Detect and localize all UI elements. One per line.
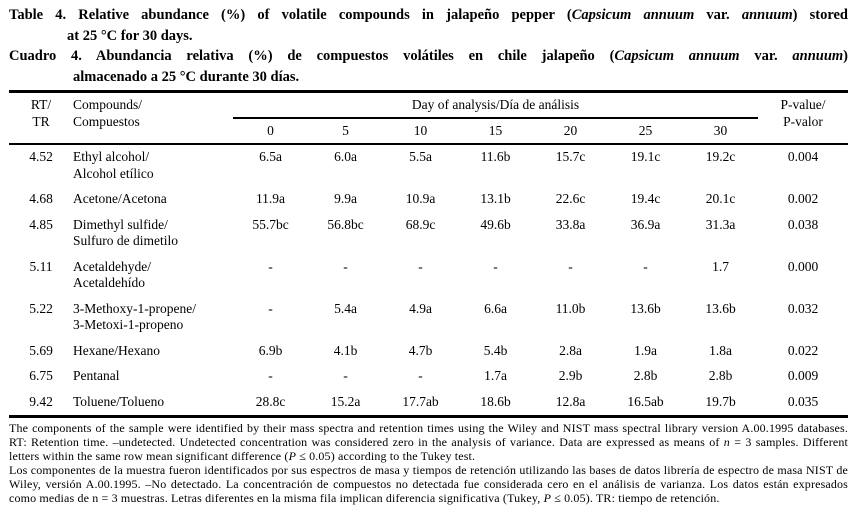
- value-cell: -: [343, 258, 348, 274]
- value-cell: -: [568, 258, 573, 274]
- compound-cell: [73, 390, 233, 417]
- compound-name-en: Pentanal: [73, 368, 120, 383]
- footnote-es-text2: ≤ 0.05). TR: tiempo de retención.: [551, 490, 720, 505]
- value-cell: 1.9a: [634, 342, 657, 358]
- header-day-5: 5: [308, 118, 383, 144]
- table-header: [9, 92, 848, 145]
- value-cell: 19.1c: [630, 149, 661, 164]
- variety-name-italic: annuum: [792, 48, 844, 64]
- caption-es-line1: [9, 46, 848, 67]
- compound-name-es: 3-Metoxi-1-propeno: [73, 317, 184, 332]
- value-cell: 5.5a: [409, 149, 432, 164]
- value-cell: -: [268, 300, 273, 316]
- value-cell: 5.4a: [334, 300, 357, 316]
- species-name-italic: Capsicum annuum: [614, 48, 740, 64]
- variety-name-italic: annuum: [741, 7, 793, 23]
- value-cell: 31.3a: [705, 216, 736, 232]
- value-cell: 18.6b: [480, 393, 511, 409]
- header-day-15: 15: [458, 118, 533, 144]
- compound-name-es: Sulfuro de dimetilo: [73, 233, 178, 248]
- compound-cell: [73, 187, 233, 213]
- value-cell: 1.8a: [709, 342, 732, 358]
- caption-es-tail: ): [843, 48, 849, 64]
- rt-cell: 4.68: [29, 191, 53, 206]
- value-cell: 2.9b: [558, 368, 583, 383]
- compound-name-es: Acetaldehído: [73, 275, 145, 290]
- compound-cell: [73, 364, 233, 390]
- footnotes: [9, 422, 848, 505]
- table-row: [9, 390, 848, 417]
- compound-cell: [73, 339, 233, 365]
- value-cell: 49.6b: [480, 216, 511, 232]
- table-caption-en: [9, 5, 848, 46]
- value-cell: -: [418, 258, 423, 274]
- compound-name-es: Alcohol etílico: [73, 165, 154, 181]
- value-cell: 5.4b: [483, 342, 508, 358]
- pvalue-cell: 0.032: [787, 300, 819, 316]
- rt-cell: 9.42: [29, 393, 53, 409]
- footnote-es-text: Los componentes de la muestra fueron identificados por sus espectros de masa y tiempos de retención utilizando las bases de datos librería de espectro de masa NIST de Wiley, versión A.00.1995. –No detectado. La concentración de compuestos no detectada fue considerada cero en el análisis de varianza. Los datos están expresados como medias de n = 3 muestras. Letras diferentes en la misma fila implican diferencia significativa (Tukey,: [9, 462, 848, 505]
- value-cell: 13.6b: [705, 300, 736, 316]
- value-cell: 2.8b: [633, 368, 658, 383]
- value-cell: 10.9a: [405, 191, 436, 206]
- footnote-en-text: The components of the sample were identified by their mass spectra and retention times using the Wiley and NIST mass spectral library version A.00.1995 databases. RT: Retention time. –undetected. Undetected concentration was considered zero in the analysis of variance. Data are expressed as means of: [9, 421, 848, 449]
- value-cell: -: [493, 258, 498, 274]
- table-body: [9, 144, 848, 417]
- header-compounds-line2: Compuestos: [73, 114, 140, 129]
- pvalue-cell: 0.038: [787, 216, 819, 232]
- header-row-group: [9, 92, 848, 119]
- compound-name-en: Acetone/Acetona: [73, 191, 167, 206]
- value-cell: 17.7ab: [402, 393, 439, 409]
- value-cell: 13.1b: [480, 191, 511, 206]
- value-cell: 13.6b: [630, 300, 661, 316]
- table-caption-es: [9, 46, 848, 87]
- value-cell: 2.8a: [559, 342, 582, 358]
- header-day-30: 30: [683, 118, 758, 144]
- value-cell: -: [418, 368, 423, 383]
- value-cell: 6.5a: [259, 149, 282, 164]
- header-compounds: [73, 92, 233, 145]
- footnote-en-text2: = 3 samples. Different letters within the same row mean significant difference (: [9, 434, 848, 463]
- value-cell: 68.9c: [405, 216, 436, 232]
- pvalue-cell: 0.035: [787, 393, 819, 409]
- caption-en-line2: at 25 °C for 30 days.: [67, 27, 193, 44]
- value-cell: 19.7b: [705, 393, 736, 409]
- rt-cell: 6.75: [29, 368, 53, 383]
- value-cell: -: [343, 368, 348, 383]
- value-cell: 33.8a: [555, 216, 586, 232]
- header-day-0: 0: [233, 118, 308, 144]
- value-cell: -: [268, 258, 273, 274]
- value-cell: 1.7a: [484, 368, 507, 383]
- value-cell: 55.7bc: [252, 216, 289, 232]
- value-cell: 2.8b: [708, 368, 733, 383]
- compound-name-en: Acetaldehyde/: [73, 258, 151, 274]
- compound-name-en: Ethyl alcohol/: [73, 149, 150, 164]
- value-cell: 11.6b: [480, 149, 511, 164]
- caption-en-var: var.: [694, 7, 742, 23]
- table-row: [9, 144, 848, 187]
- caption-en-tail: ) stored: [792, 7, 848, 23]
- value-cell: 36.9a: [630, 216, 661, 232]
- value-cell: 4.9a: [409, 300, 432, 316]
- table-row: [9, 297, 848, 339]
- pvalue-cell: 0.002: [787, 191, 819, 206]
- compound-cell: [73, 297, 233, 339]
- value-cell: 20.1c: [705, 191, 736, 206]
- header-compounds-line1: Compounds/: [73, 97, 143, 112]
- rt-cell: 4.52: [29, 149, 53, 164]
- caption-en-text: Table 4. Relative abundance (%) of volatile compounds in jalapeño pepper (: [9, 7, 572, 23]
- caption-es-var: var.: [739, 48, 793, 64]
- header-pvalue-line1: P-value/: [780, 97, 826, 112]
- value-cell: 15.2a: [330, 393, 361, 409]
- footnote-en-p-italic: P: [288, 448, 297, 463]
- header-day-10: 10: [383, 118, 458, 144]
- header-rt: [9, 92, 73, 145]
- compound-name-en: Hexane/Hexano: [73, 342, 160, 358]
- header-day-25: 25: [608, 118, 683, 144]
- value-cell: 19.2c: [705, 149, 736, 164]
- value-cell: 6.6a: [484, 300, 507, 316]
- table-row: [9, 364, 848, 390]
- value-cell: 1.7: [712, 258, 729, 274]
- table-row: [9, 339, 848, 365]
- value-cell: 11.0b: [555, 300, 586, 316]
- abundance-table: [9, 90, 848, 418]
- header-pvalue-line2: P-valor: [783, 114, 823, 129]
- pvalue-cell: 0.000: [787, 258, 819, 274]
- footnote-en: [9, 422, 848, 464]
- table-row: [9, 187, 848, 213]
- compound-cell: [73, 144, 233, 187]
- rt-cell: 4.85: [29, 216, 53, 232]
- value-cell: 4.7b: [408, 342, 433, 358]
- value-cell: 4.1b: [333, 342, 358, 358]
- compound-name-en: Toluene/Tolueno: [73, 393, 165, 409]
- pvalue-cell: 0.022: [787, 342, 819, 358]
- value-cell: 9.9a: [334, 191, 357, 206]
- pvalue-cell: 0.009: [787, 368, 819, 383]
- value-cell: 22.6c: [555, 191, 586, 206]
- compound-cell: [73, 255, 233, 297]
- compound-cell: [73, 213, 233, 255]
- rt-cell: 5.11: [29, 258, 53, 274]
- footnote-en-n-italic: n: [723, 434, 730, 449]
- pvalue-cell: 0.004: [787, 149, 819, 164]
- value-cell: -: [268, 368, 273, 383]
- rt-cell: 5.69: [29, 342, 53, 358]
- value-cell: 16.5ab: [627, 393, 664, 409]
- value-cell: 6.0a: [334, 149, 357, 164]
- value-cell: 15.7c: [555, 149, 586, 164]
- header-rt-line1: RT/: [30, 97, 52, 112]
- species-name-italic: Capsicum annuum: [571, 7, 695, 23]
- value-cell: 6.9b: [258, 342, 283, 358]
- caption-es-text: Cuadro 4. Abundancia relativa (%) de compuestos volátiles en chile jalapeño (: [9, 48, 615, 64]
- footnote-es-p-italic: P: [543, 490, 552, 505]
- header-rt-line2: TR: [32, 114, 50, 129]
- value-cell: 11.9a: [255, 191, 286, 206]
- compound-name-en: 3-Methoxy-1-propene/: [73, 300, 196, 316]
- header-day-group: Day of analysis/Día de análisis: [233, 92, 758, 119]
- value-cell: 19.4c: [630, 191, 661, 206]
- value-cell: -: [643, 258, 648, 274]
- header-pvalue: [758, 92, 848, 145]
- footnote-en-text3: ≤ 0.05) according to the Tukey test.: [296, 448, 476, 463]
- table-row: [9, 213, 848, 255]
- caption-en-line1: [9, 5, 848, 26]
- header-day-20: 20: [533, 118, 608, 144]
- value-cell: 56.8bc: [327, 216, 364, 232]
- rt-cell: 5.22: [29, 300, 53, 316]
- value-cell: 28.8c: [255, 393, 286, 409]
- footnote-es: [9, 464, 848, 506]
- table-row: [9, 255, 848, 297]
- caption-es-line2: almacenado a 25 °C durante 30 días.: [73, 68, 300, 85]
- value-cell: 12.8a: [555, 393, 586, 409]
- compound-name-en: Dimethyl sulfide/: [73, 216, 168, 232]
